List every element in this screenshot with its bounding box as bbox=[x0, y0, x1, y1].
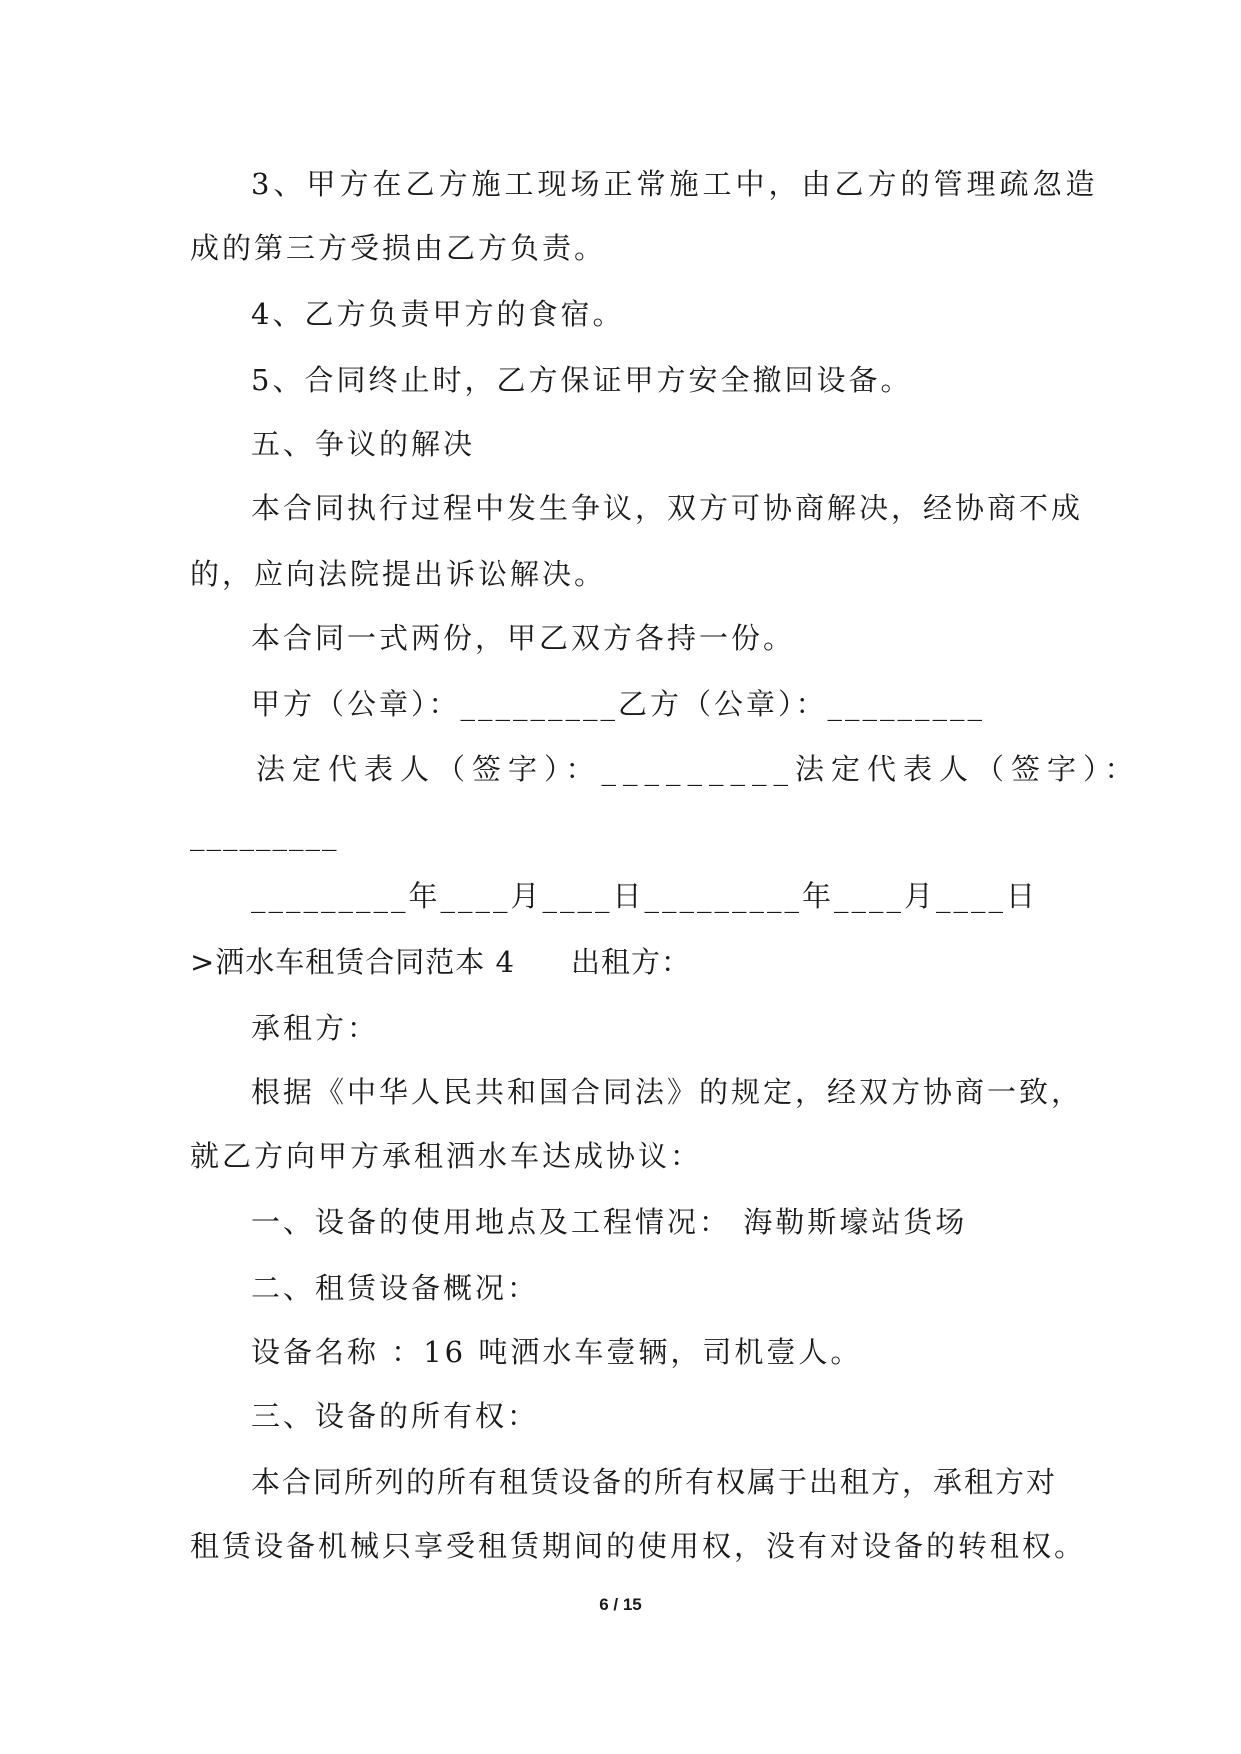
dispute-text-line-2: 的，应向法院提出诉讼解决。 bbox=[190, 557, 607, 591]
representative-signature-line: 法定代表人（签字）：_________法定代表人（签字）： bbox=[256, 752, 1141, 786]
copies-text: 本合同一式两份，甲乙双方各持一份。 bbox=[251, 621, 796, 655]
page-number: 6 / 15 bbox=[599, 1595, 642, 1614]
lessee-label: 承租方： bbox=[251, 1011, 380, 1045]
lessor-label: 出租方： bbox=[570, 945, 691, 979]
clause-4: 4、乙方负责甲方的食宿。 bbox=[251, 297, 625, 331]
ownership-text-line-1: 本合同所列的所有租赁设备的所有权属于出租方，承租方对 bbox=[251, 1465, 1058, 1499]
section-3-heading: 三、设备的所有权： bbox=[251, 1399, 540, 1433]
section-2-heading: 二、租赁设备概况： bbox=[251, 1271, 540, 1305]
preamble-line-2: 就乙方向甲方承租洒水车达成协议： bbox=[190, 1139, 703, 1173]
seal-signature-line: 甲方（公章）：_________乙方（公章）：_________ bbox=[251, 687, 986, 721]
equipment-name: 设备名称 ：16 吨洒水车壹辆，司机壹人。 bbox=[251, 1335, 863, 1369]
dispute-text-line-1: 本合同执行过程中发生争议，双方可协商解决，经协商不成 bbox=[251, 491, 1084, 525]
clause-3-line-2: 成的第三方受损由乙方负责。 bbox=[190, 231, 607, 265]
contract-title: >洒水车租赁合同范本 4 bbox=[190, 945, 515, 979]
clause-3-line-1: 3、甲方在乙方施工现场正常施工中，由乙方的管理疏忽造 bbox=[251, 167, 1099, 201]
contract-title-line bbox=[190, 944, 691, 980]
section-1-location: 一、设备的使用地点及工程情况： 海勒斯壕站货场 bbox=[251, 1205, 968, 1239]
date-line: _________年____月____日_________年____月____日 bbox=[251, 879, 1039, 913]
section-heading-dispute: 五、争议的解决 bbox=[251, 427, 476, 461]
ownership-text-line-2: 租赁设备机械只享受租赁期间的使用权，没有对设备的转租权。 bbox=[190, 1529, 1087, 1563]
clause-5: 5、合同终止时，乙方保证甲方安全撤回设备。 bbox=[251, 363, 913, 397]
representative-signature-blank: _________ bbox=[190, 817, 339, 851]
preamble-line-1: 根据《中华人民共和国合同法》的规定，经双方协商一致， bbox=[251, 1075, 1084, 1109]
